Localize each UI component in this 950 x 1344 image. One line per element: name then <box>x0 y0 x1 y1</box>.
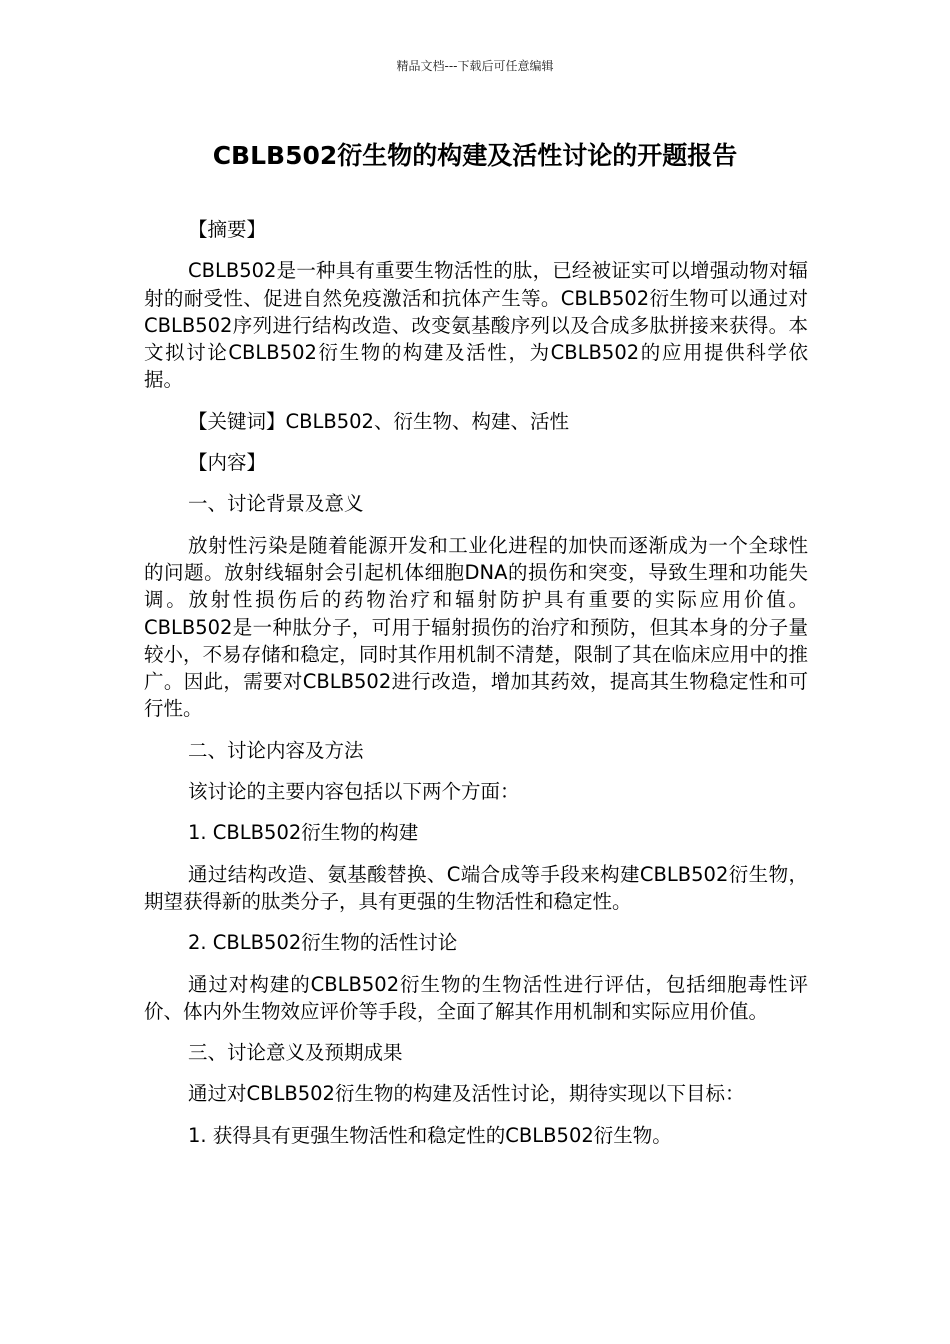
document-body <box>144 216 808 1163</box>
section-heading-significance: 三、讨论意义及预期成果 <box>188 1041 403 1065</box>
header-note: 精品文档---下载后可任意编辑 <box>396 59 554 73</box>
item-2-paragraph: 通过对构建的CBLB502衍生物的生物活性进行评估，包括细胞毒性评价、体内外生物效应评价等手段，全面了解其作用机制和实际应用价值。 <box>144 972 808 1023</box>
background-paragraph: 放射性污染是随着能源开发和工业化进程的加快而逐渐成为一个全球性的问题。放射线辐射会引起机体细胞DNA的损伤和突变，导致生理和功能失调。放射性损伤后的药物治疗和辐射防护具有重要的实际应用价值。CBLB502是一种肽分子，可用于辐射损伤的治疗和预防，但其本身的分子量较小，不易存储和稳定，同时其作用机制不清楚，限制了其在临床应用中的推广。因此，需要对CBLB502进行改造，增加其药效，提高其生物稳定性和可行性。 <box>144 533 808 721</box>
item-1-title: 1. CBLB502衍生物的构建 <box>188 821 419 845</box>
content-heading: 【内容】 <box>188 451 267 475</box>
section-heading-methods: 二、讨论内容及方法 <box>188 738 364 762</box>
goal-1-line: 1. 获得具有更强生物活性和稳定性的CBLB502衍生物。 <box>188 1123 672 1147</box>
section-heading-background: 一、讨论背景及意义 <box>188 492 364 516</box>
abstract-paragraph: CBLB502是一种具有重要生物活性的肽，已经被证实可以增强动物对辐射的耐受性、促进自然免疫激活和抗体产生等。CBLB502衍生物可以通过对CBLB502序列进行结构改造、改变氨基酸序列以及合成多肽拼接来获得。本文拟讨论CBLB502衍生物的构建及活性，为CBLB502的应用提供科学依据。 <box>144 259 808 392</box>
abstract-heading: 【摘要】 <box>188 218 267 241</box>
item-2-title: 2. CBLB502衍生物的活性讨论 <box>188 931 458 955</box>
document-title: CBLB502衍生物的构建及活性讨论的开题报告 <box>212 141 738 170</box>
methods-intro-paragraph: 该讨论的主要内容包括以下两个方面： <box>188 780 520 804</box>
significance-intro-paragraph: 通过对CBLB502衍生物的构建及活性讨论，期待实现以下目标： <box>188 1082 745 1106</box>
item-1-paragraph: 通过结构改造、氨基酸替换、C端合成等手段来构建CBLB502衍生物，期望获得新的肽类分子，具有更强的生物活性和稳定性。 <box>144 862 808 913</box>
keywords-line: 【关键词】CBLB502、衍生物、构建、活性 <box>188 409 569 433</box>
